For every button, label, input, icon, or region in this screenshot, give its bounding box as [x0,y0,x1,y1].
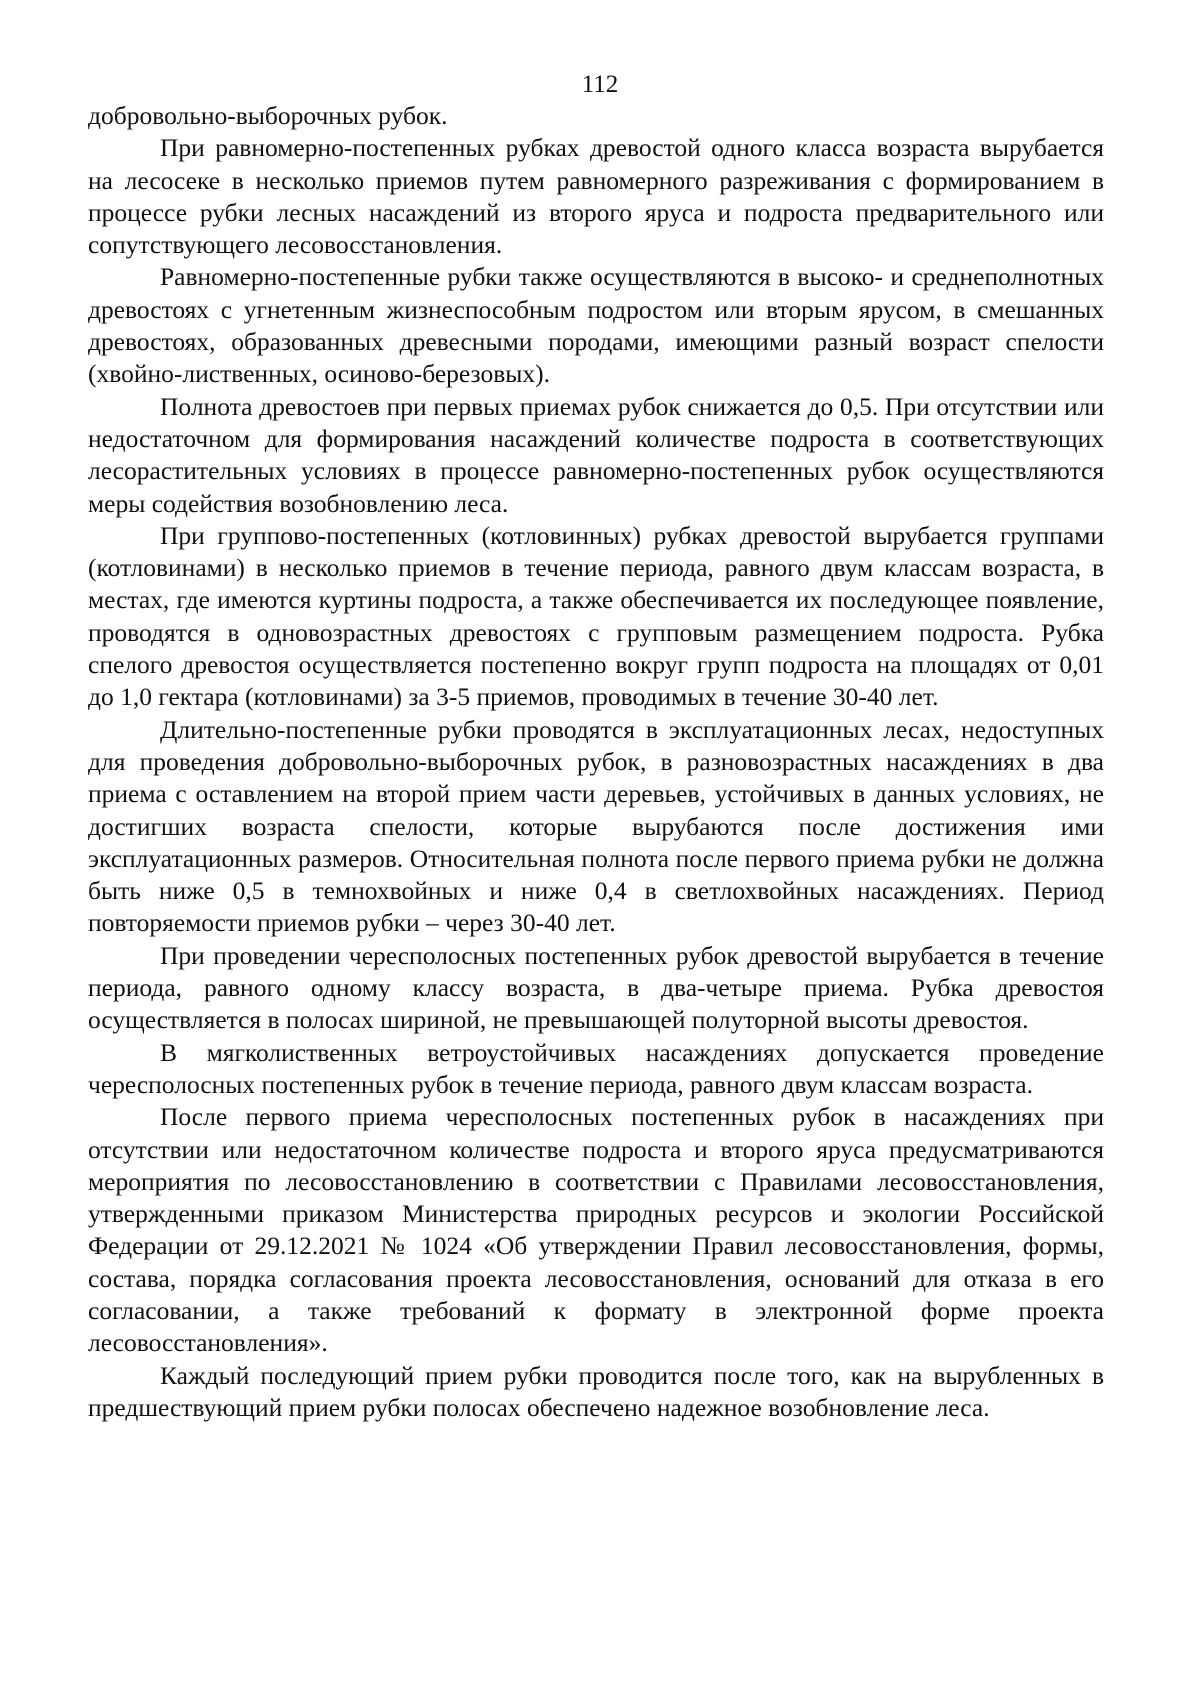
paragraph-subsequent-cuts: Каждый последующий прием рубки проводится после того, как на вырубленных в предшествующий прием рубки полосах обеспечено надежное возобновление леса. [88,1360,1104,1422]
document-body [88,100,1104,1424]
paragraph-stand-density: Полнота древостоев при первых приемах рубок снижается до 0,5. При отсутствии или недостаточном для формирования насаждений количестве подроста в соответствующих лесорастительных условиях в процессе равномерно-постепенных рубок осуществляются меры содействия возобновлению леса. [88,391,1104,518]
paragraph-uniform-shelterwood-conditions: Равномерно-постепенные рубки также осуществляются в высоко- и среднеполнотных древостоях с угнетенным жизнеспособным подростом или вторым ярусом, в смешанных древостоях, образованных древесными породами, имеющими разный возраст спелости (хвойно-лиственных, осиново-березовых). [88,262,1104,389]
paragraph-reforestation-measures: После первого приема чересполосных постепенных рубок в насаждениях при отсутствии или недостаточном количестве подроста и второго яруса предусматриваются мероприятия по лесовосстановлению в соответствии с Правилами лесовосстановления, утвержденными приказом Министерства природных ресурсов и экологии Российской Федерации от 29.12.2021 № 1024 «Об утверждении Правил лесовосстановления, формы, состава, порядка согласования проекта лесовосстановления, оснований для отказа в его согласовании, а также требований к формату в электронной форме проекта лесовосстановления». [88,1102,1104,1358]
paragraph-uniform-shelterwood: При равномерно-постепенных рубках древостой одного класса возраста вырубается на лесосеке в несколько приемов путем равномерного разреживания с формированием в процессе рубки лесных насаждений из второго яруса и подроста предварительного или сопутствующего лесовосстановления. [88,133,1104,260]
page-number: 112 [581,71,619,98]
paragraph-strip-shelterwood: При проведении чересполосных постепенных рубок древостой вырубается в течение периода, равного одному классу возраста, в два-четыре приема. Рубка древостоя осуществляется в полосах шириной, не превышающей полуторной высоты древостоя. [88,940,1104,1035]
paragraph-long-term-shelterwood: Длительно-постепенные рубки проводятся в эксплуатационных лесах, недоступных для проведения добровольно-выборочных рубок, в разновозрастных насаждениях в два приема с оставлением на второй прием части деревьев, устойчивых в данных условиях, не достигших возраста спелости, которые вырубаются после достижения ими эксплуатационных размеров. Относительная полнота после первого приема рубки не должна быть ниже 0,5 в темнохвойных и ниже 0,4 в светлохвойных насаждениях. Период повторяемости приемов рубки – через 30-40 лет. [88,714,1104,938]
paragraph-group-shelterwood: При группово-постепенных (котловинных) рубках древостой вырубается группами (котловинами) в несколько приемов в течение периода, равного двум классам возраста, в местах, где имеются куртины подроста, а также обеспечивается их последующее появление, проводятся в одновозрастных древостоях с групповым размещением подроста. Рубка спелого древостоя осуществляется постепенно вокруг групп подроста на площадях от 0,01 до 1,0 гектара (котловинами) за 3-5 приемов, проводимых в течение 30-40 лет. [88,520,1104,712]
paragraph-softwood-stands: В мягколиственных ветроустойчивых насаждениях допускается проведение чересполосных постепенных рубок в течение периода, равного двум классам возраста. [88,1037,1104,1099]
paragraph-continuation: добровольно-выборочных рубок. [88,101,448,130]
